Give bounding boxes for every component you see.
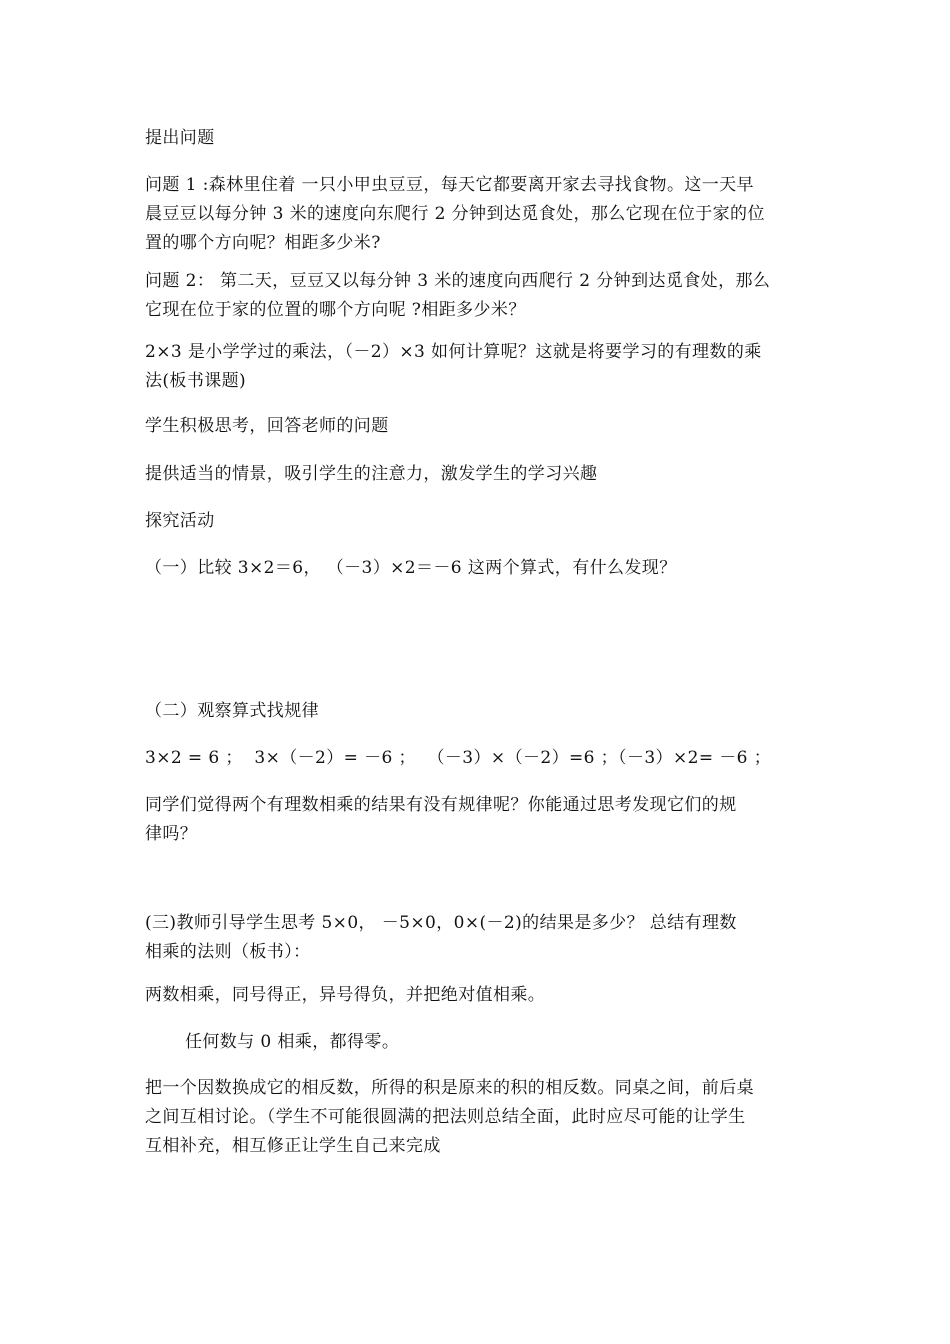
rule-opposite-line: 之间互相讨论。（学生不可能很圆满的把法则总结全面，此时应尽可能的让学生 (145, 1107, 746, 1127)
question-2 (145, 267, 813, 325)
rule-opposite-line: 互相补充，相互修正让学生自己来完成 (145, 1136, 441, 1156)
heading-explore: 探究活动 (145, 511, 215, 531)
rule-opposite (145, 1074, 813, 1161)
equation-line: 3×2 = 6 ； 3×（－2）= －6 ； （－3）×（－2）=6 ；（－3）×2= －6 ； (145, 748, 772, 768)
question-1 (145, 171, 813, 258)
activity-2: （二）观察算式找规律 (145, 701, 319, 721)
question-1-line: 问题 1 :森林里住着 一只小甲虫豆豆，每天它都要离开家去寻找食物。这一天早 (145, 175, 754, 195)
question-2-line: 它现在位于家的位置的哪个方向呢 ?相距多少米？ (145, 300, 526, 320)
activity-3-line: (三)教师引导学生思考 5×0， －5×0，0×(－2)的结果是多少？ 总结有理数 (145, 913, 737, 933)
question-2-line: 问题 2： 第二天，豆豆又以每分钟 3 米的速度向西爬行 2 分钟到达觅食处，那么 (145, 271, 771, 291)
intro-line: 法(板书课题) (145, 371, 247, 391)
intro-line: 2×3 是小学学过的乘法，（－2）×3 如何计算呢？这就是将要学习的有理数的乘 (145, 342, 762, 362)
rule-opposite-line: 把一个因数换成它的相反数，所得的积是原来的积的相反数。同桌之间，前后桌 (145, 1078, 754, 1098)
heading-raise-question: 提出问题 (145, 128, 215, 148)
design-purpose: 提供适当的情景，吸引学生的注意力，激发学生的学习兴趣 (145, 464, 598, 484)
intro-paragraph (145, 338, 813, 396)
rule-question-line: 律吗？ (145, 824, 198, 844)
question-1-line: 置的哪个方向呢？相距多少米? (145, 233, 381, 253)
activity-1: （一）比较 3×2＝6， （－3）×2＝－6 这两个算式，有什么发现？ (145, 558, 677, 578)
rule-question-line: 同学们觉得两个有理数相乘的结果有没有规律呢？你能通过思考发现它们的规 (145, 795, 737, 815)
rule-question (145, 791, 813, 849)
student-activity: 学生积极思考，回答老师的问题 (145, 416, 389, 436)
activity-3 (145, 909, 813, 967)
question-1-line: 晨豆豆以每分钟 3 米的速度向东爬行 2 分钟到达觅食处，那么它现在位于家的位 (145, 204, 765, 224)
activity-3-line: 相乘的法则（板书）： (145, 942, 311, 962)
rule-zero: 任何数与 0 相乘，都得零。 (185, 1032, 400, 1052)
rule-sign: 两数相乘，同号得正，异号得负，并把绝对值相乘。 (145, 985, 546, 1005)
